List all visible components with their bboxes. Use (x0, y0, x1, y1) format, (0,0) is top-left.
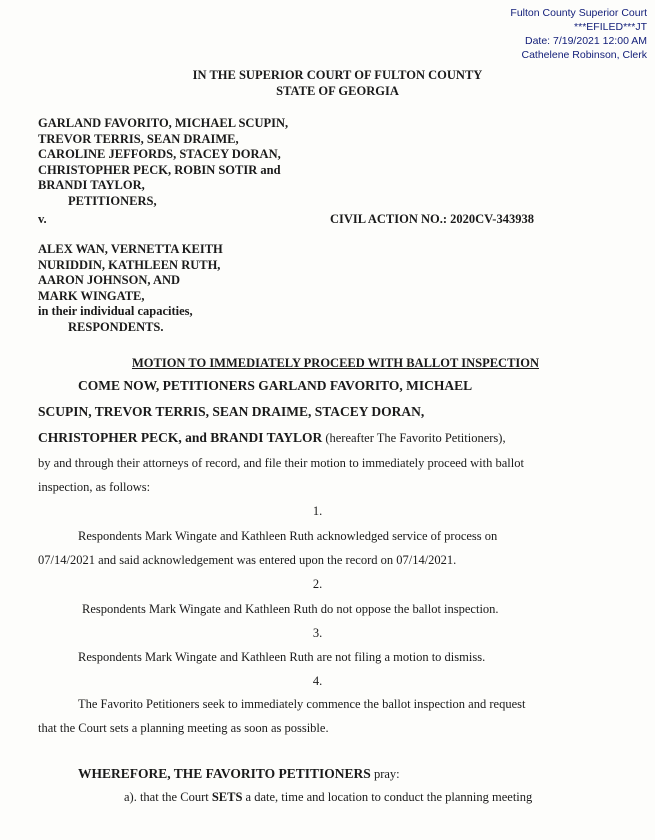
prayer-a-rest: a date, time and location to conduct the planning meeting (242, 790, 533, 804)
intro-line (38, 430, 506, 446)
petitioners-line: CAROLINE JEFFORDS, STACEY DORAN, (38, 147, 281, 161)
petitioners-block (38, 116, 288, 209)
stamp-date: Date: 7/19/2021 12:00 AM (524, 35, 647, 47)
paragraph-line: that the Court sets a planning meeting as soon as possible. (38, 721, 329, 735)
intro-line: by and through their attorneys of record, and file their motion to immediately proceed with ballot (38, 456, 524, 470)
intro-hereafter: (hereafter The Favorito Petitioners), (322, 431, 506, 445)
petitioners-label: PETITIONERS, (68, 193, 157, 208)
petitioners-line: GARLAND FAVORITO, MICHAEL SCUPIN, (38, 116, 289, 130)
civil-action-number: CIVIL ACTION NO.: 2020CV-343938 (330, 212, 534, 226)
stamp-clerk: Cathelene Robinson, Clerk (521, 49, 647, 61)
respondents-label: RESPONDENTS. (68, 319, 164, 334)
motion-title (0, 356, 655, 371)
stamp-court: Fulton County Superior Court (510, 7, 647, 19)
paragraph-line: The Favorito Petitioners seek to immediately commence the ballot inspection and request (78, 697, 526, 711)
intro-line: COME NOW, PETITIONERS GARLAND FAVORITO, MICHAEL (78, 378, 473, 393)
paragraph-number (0, 674, 655, 689)
wherefore-line (78, 766, 400, 782)
paragraph-line: Respondents Mark Wingate and Kathleen Ruth acknowledged service of process on (78, 529, 498, 543)
intro-petitioner-names: CHRISTOPHER PECK, and BRANDI TAYLOR (38, 430, 323, 445)
court-name: IN THE SUPERIOR COURT OF FULTON COUNTY (192, 68, 483, 82)
paragraph-number-text: 3. (312, 626, 323, 640)
respondents-line: NURIDDIN, KATHLEEN RUTH, (38, 257, 221, 272)
petitioners-line: CHRISTOPHER PECK, ROBIN SOTIR and (38, 162, 281, 177)
wherefore-heading: WHEREFORE, THE FAVORITO PETITIONERS (78, 766, 371, 781)
versus-label: v. (38, 212, 47, 226)
paragraph-line: Respondents Mark Wingate and Kathleen Ruth do not oppose the ballot inspection. (82, 602, 499, 616)
petitioners-line: BRANDI TAYLOR, (38, 178, 145, 192)
paragraph-number (0, 577, 655, 592)
paragraph-line: Respondents Mark Wingate and Kathleen Ruth are not filing a motion to dismiss. (78, 650, 486, 664)
motion-title-text: MOTION TO IMMEDIATELY PROCEED WITH BALLOT INSPECTION (131, 356, 540, 370)
efiling-stamp (510, 6, 647, 62)
paragraph-number-text: 2. (312, 577, 323, 591)
court-state: STATE OF GEORGIA (276, 84, 399, 98)
respondents-line: ALEX WAN, VERNETTA KEITH (38, 242, 223, 256)
prayer-a-sets: SETS (211, 790, 243, 804)
intro-line: inspection, as follows: (38, 480, 151, 494)
respondents-line: MARK WINGATE, (38, 288, 145, 303)
paragraph-line: 07/14/2021 and said acknowledgement was entered upon the record on 07/14/2021. (38, 553, 457, 567)
prayer-a-prefix: a). that the Court (124, 790, 212, 804)
prayer-a-line (124, 790, 532, 805)
wherefore-pray: pray: (370, 767, 400, 781)
respondents-line: in their individual capacities, (38, 304, 193, 318)
intro-line: SCUPIN, TREVOR TERRIS, SEAN DRAIME, STACEY DORAN, (38, 404, 425, 419)
paragraph-number (0, 626, 655, 641)
petitioners-line: TREVOR TERRIS, SEAN DRAIME, (38, 131, 239, 146)
paragraph-number-text: 1. (312, 504, 323, 518)
respondents-block (38, 242, 223, 335)
paragraph-number (0, 504, 655, 519)
respondents-line: AARON JOHNSON, AND (38, 273, 181, 287)
paragraph-number-text: 4. (312, 674, 323, 688)
stamp-efiled: ***EFILED***JT (574, 21, 647, 33)
court-heading (0, 67, 655, 99)
